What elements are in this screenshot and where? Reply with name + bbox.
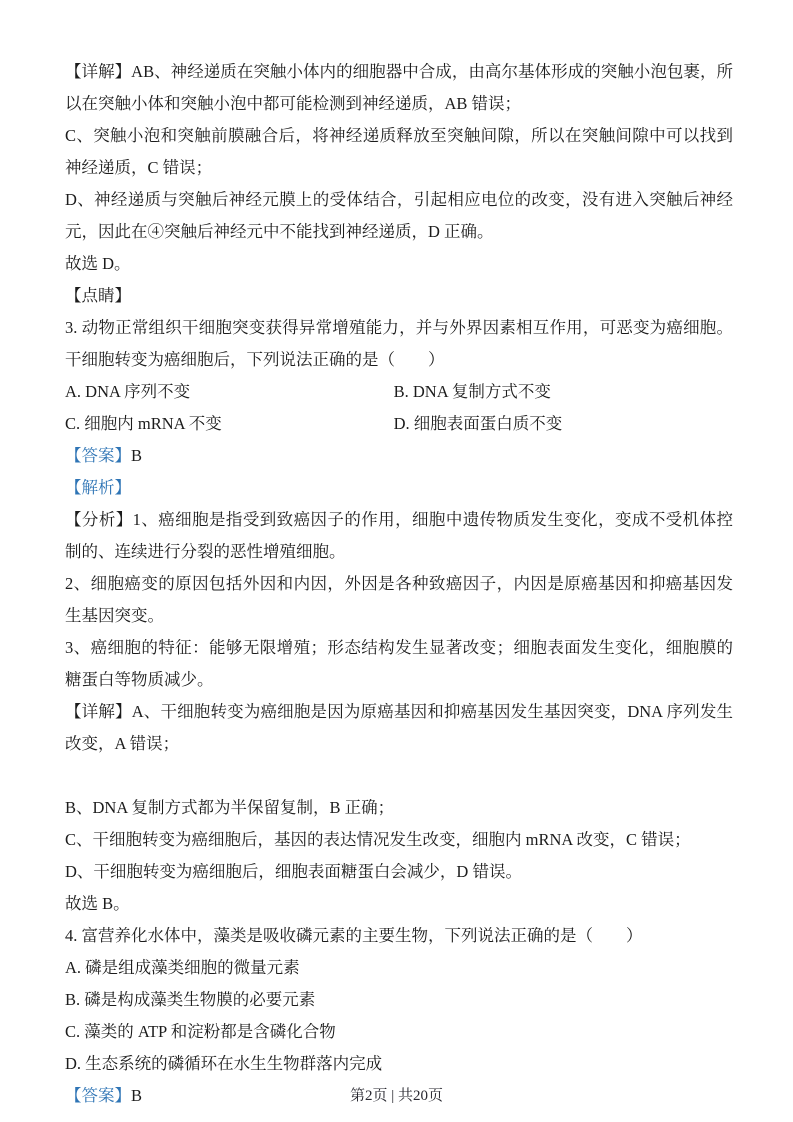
q3-options-row-2 — [65, 408, 733, 440]
q2-detail-ab: 【详解】AB、神经递质在突触小体内的细胞器中合成，由高尔基体形成的突触小泡包裹，所以在突触小体和突触小泡中都可能检测到神经递质，AB 错误； — [65, 62, 733, 113]
page-number-footer — [0, 1084, 793, 1105]
q3-option-a: A. DNA 序列不变 — [65, 382, 191, 401]
q3-answer-value: B — [131, 446, 143, 465]
q4-option-c: C. 藻类的 ATP 和淀粉都是含磷化合物 — [65, 1022, 336, 1041]
q3-stem: 3. 动物正常组织干细胞突变获得异常增殖能力，并与外界因素相互作用，可恶变为癌细胞。干细胞转变为癌细胞后，下列说法正确的是（ ） — [65, 318, 733, 369]
q3-options-row-1 — [65, 376, 733, 408]
q3-detail-a: 【详解】A、干细胞转变为癌细胞是因为原癌基因和抑癌基因发生基因突变，DNA 序列发生改变，A 错误； — [65, 702, 733, 753]
q3-analysis-1: 【分析】1、癌细胞是指受到致癌因子的作用，细胞中遗传物质发生变化，变成不受机体控制的、连续进行分裂的恶性增殖细胞。 — [65, 510, 733, 561]
q2-detail-c: C、突触小泡和突触前膜融合后，将神经递质释放至突触间隙，所以在突触间隙中可以找到神经递质，C 错误； — [65, 126, 733, 177]
q4-answer-label: 【答案】 — [65, 1086, 131, 1105]
q3-detail-b: B、DNA 复制方式都为半保留复制，B 正确； — [65, 798, 395, 817]
q3-analysis-label: 【解析】 — [65, 478, 131, 497]
q3-option-d: D. 细胞表面蛋白质不变 — [393, 414, 563, 433]
q3-analysis-3: 3、癌细胞的特征：能够无限增殖；形态结构发生显著改变；细胞表面发生变化，细胞膜的糖蛋白等物质减少。 — [65, 638, 733, 689]
q3-answer-line — [65, 440, 733, 472]
q4-stem: 4. 富营养化水体中，藻类是吸收磷元素的主要生物，下列说法正确的是（ ） — [65, 926, 643, 945]
q4-option-a: A. 磷是组成藻类细胞的微量元素 — [65, 958, 300, 977]
q3-option-c: C. 细胞内 mRNA 不变 — [65, 414, 222, 433]
q3-option-b: B. DNA 复制方式不变 — [393, 382, 551, 401]
exam-document-body — [65, 56, 733, 1112]
q3-analysis-2: 2、细胞癌变的原因包括外因和内因，外因是各种致癌因子，内因是原癌基因和抑癌基因发生基因突变。 — [65, 574, 733, 625]
page-indicator: 第2页 | 共20页 — [349, 1088, 443, 1104]
q4-option-d: D. 生态系统的磷循环在水生生物群落内完成 — [65, 1054, 383, 1073]
q3-detail-c: C、干细胞转变为癌细胞后，基因的表达情况发生改变，细胞内 mRNA 改变，C 错误； — [65, 830, 691, 849]
q4-answer-value: B — [131, 1086, 143, 1105]
q4-option-b: B. 磷是构成藻类生物膜的必要元素 — [65, 990, 316, 1009]
q2-conclusion: 故选 D。 — [65, 254, 131, 273]
q3-answer-label: 【答案】 — [65, 446, 131, 465]
q2-tip-label: 【点睛】 — [65, 286, 131, 305]
q3-conclusion: 故选 B。 — [65, 894, 130, 913]
q2-detail-d: D、神经递质与突触后神经元膜上的受体结合，引起相应电位的改变，没有进入突触后神经元，因此在④突触后神经元中不能找到神经递质，D 正确。 — [65, 190, 733, 241]
q3-detail-d: D、干细胞转变为癌细胞后，细胞表面糖蛋白会减少，D 错误。 — [65, 862, 522, 881]
